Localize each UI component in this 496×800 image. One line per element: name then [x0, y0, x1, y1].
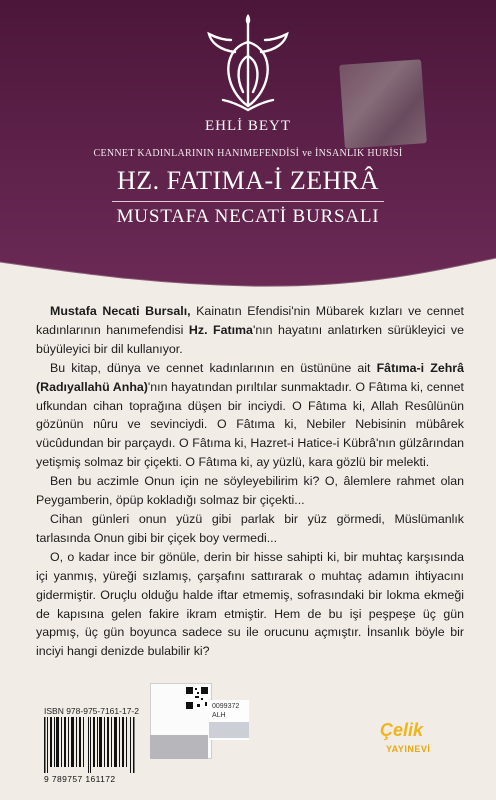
text: Kainatın Efendisi'nin Mübarek kızları ve cennet kadınlarının hanımefendisi — [36, 304, 464, 337]
author-bold: Mustafa Necati Bursalı, — [50, 304, 191, 318]
paragraph-4: Cihan günleri onun yüzü gibi parlak bir yüz görmedi, Müslümanlık tarlasında Onun gibi bir çiçek boy vermedi... — [36, 511, 464, 545]
text: 'nın hayatını anlatırken sürükleyici ve büyüleyici bir dil kullanıyor. — [36, 322, 464, 356]
price-sticker-residue — [339, 59, 427, 149]
text: Bu kitap, dünya ve cennet kadınlarının en üstününe ait — [50, 360, 377, 375]
catalog-sticker-stripe — [209, 722, 249, 738]
isbn-digits: 9 789757 161172 — [44, 774, 116, 784]
paragraph-5: O, o kadar ince bir gönüle, derin bir hisse sahipti ki, bir muhtaç karşısında içi yanmış, yüreği sızlamış, çarşafını sattırarak o muhtaç adamın ihtiyacını gidermiştir. Oruçlu olduğu halde iftar etmemiş, sofrasındaki bir lokma ekmeği de kapısına gelen fakire ikram etmiştir. Hem de bu işi peşpeşe üç gün yapmış, üç gün boyunca sadece su ile orucunu açmıştır. İnsanlık böyle bir inciyi hangi denizde bulabilir ki? — [36, 549, 464, 659]
book-title: HZ. FATIMA-İ ZEHRÂ — [117, 166, 379, 195]
publisher-logo: Çelik — [380, 720, 424, 740]
barcode-icon — [44, 717, 138, 773]
publisher-name: YAYINEVİ — [386, 744, 431, 754]
subject-bold: Hz. Fatıma — [188, 322, 253, 337]
subject-bold: Fâtıma-i Zehrâ (Radıyallahü Anha) — [36, 360, 464, 394]
paragraph-2 — [36, 359, 464, 472]
cover-header — [0, 0, 496, 290]
qr-code-icon — [185, 686, 209, 710]
title-divider — [112, 201, 384, 202]
library-label-stripe — [150, 735, 208, 759]
paragraph-1 — [36, 302, 464, 359]
isbn-label: ISBN 978-975-7161-17-2 — [44, 706, 139, 716]
author-name: MUSTAFA NECATİ BURSALI — [116, 206, 380, 227]
back-cover-blurb — [36, 302, 464, 661]
text: 'nın hayatından pırıltılar sunmaktadır. O Fâtıma ki, cennet ufkundan cihan toprağına düşen bir inciydi. O Fâtıma ki, Allah Resûlünün gözünün nûru ve sevinciydi. O Fâtıma ki, Nebiler Nebisinin mübârek vücûdundan bir parçaydı. O Fâtıma ki, Hazret-i Hatice-i Kübrâ'nın gülzârından yetişmiş solmaz bir çiçekti. O Fâtıma ki, ay yüzlü, kara gözlü bir melekti. — [36, 379, 464, 470]
book-subtitle: CENNET KADINLARININ HANIMEFENDİSİ ve İNSANLIK HURİSİ — [93, 148, 403, 159]
catalog-number: 0099372 — [212, 703, 240, 710]
ehli-beyt-logo-icon — [205, 12, 291, 112]
paragraph-3: Ben bu aczimle Onun için ne söyleyebilirim ki? O, âlemlere rahmet olan Peygamberin, öpüp kokladığı solmaz bir çiçekti... — [36, 474, 464, 508]
catalog-code: ALH — [212, 712, 226, 719]
series-name: EHLİ BEYT — [204, 118, 292, 134]
